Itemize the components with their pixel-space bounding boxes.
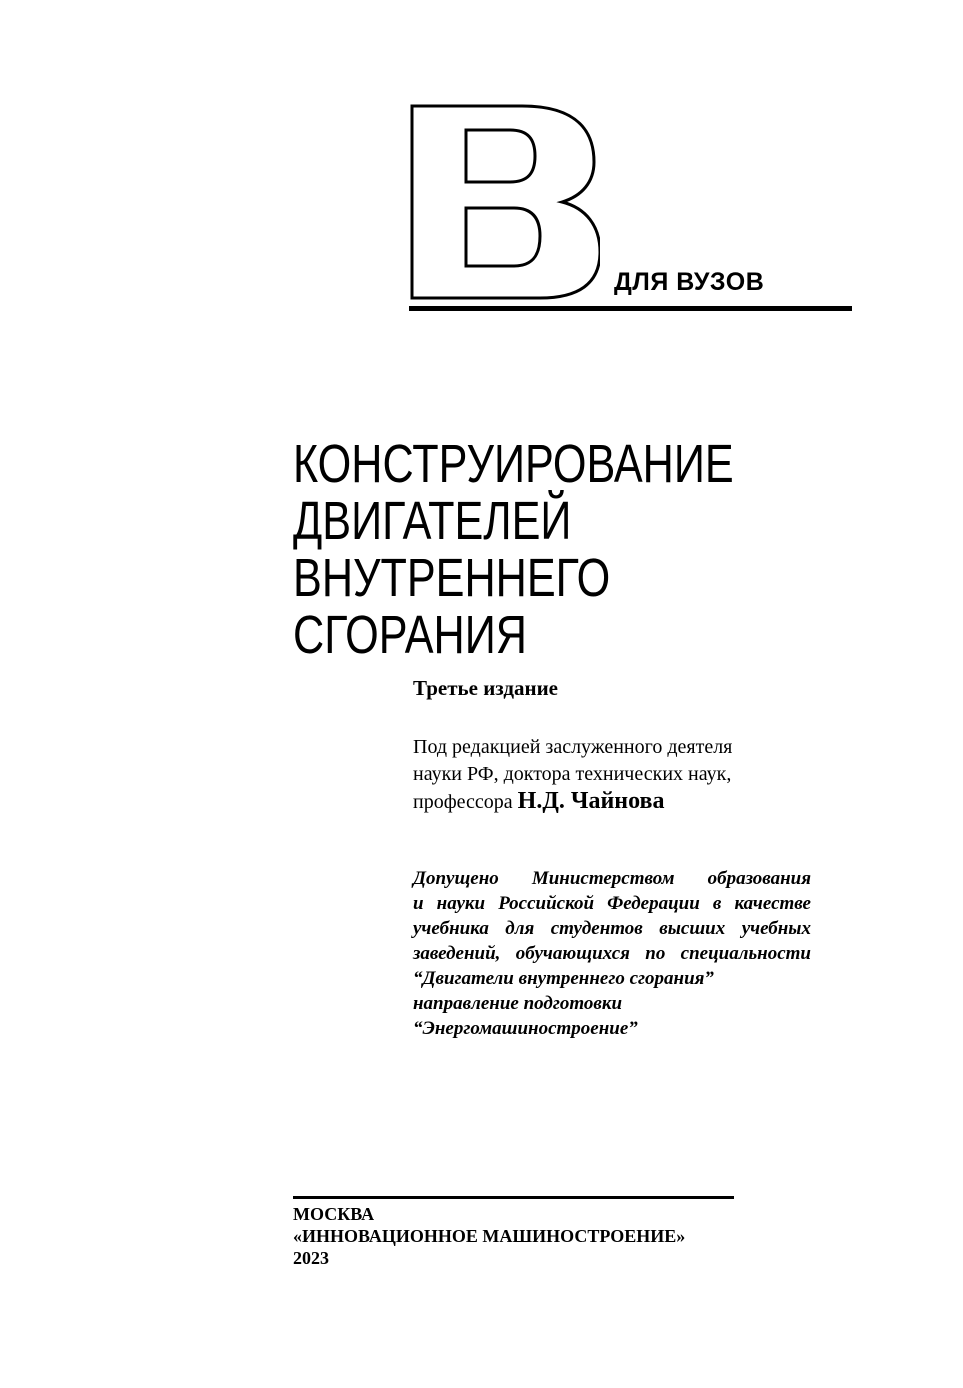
title-line: ДВИГАТЕЛЕЙ [293,491,572,551]
publisher-year: 2023 [293,1248,329,1268]
approval-line: направление подготовки [413,993,623,1014]
series-label: ДЛЯ ВУЗОВ [614,268,765,296]
publisher-block [293,1203,685,1269]
approval-line: Допущено Министерством образования [413,868,811,889]
approval-line: заведений, обучающихся по специальности [413,943,811,964]
publisher-city: МОСКВА [293,1204,375,1224]
editor-name: Н.Д. Чайнова [517,788,665,814]
series-logo-icon [410,104,600,305]
approval-line: и науки Российской Федерации в качестве [413,893,811,914]
approval-line: учебника для студентов высших учебных [413,918,811,939]
book-title [293,436,734,664]
publisher-name: «ИННОВАЦИОННОЕ МАШИНОСТРОЕНИЕ» [293,1226,686,1246]
approval-line: “Энергомашиностроение” [413,1018,638,1039]
editor-line: науки РФ, доктора технических наук, [413,763,732,785]
publisher-divider [293,1196,734,1199]
title-line: ВНУТРЕННЕГО [293,548,611,608]
title-line: СГОРАНИЯ [293,605,527,665]
approval-line: “Двигатели внутреннего сгорания” [413,968,714,989]
title-line: КОНСТРУИРОВАНИЕ [293,434,734,494]
series-divider [409,306,852,311]
editor-line: Под редакцией заслуженного деятеля [413,736,733,758]
edition: Третье издание [413,676,559,700]
editor-block [413,734,732,816]
editor-line [413,788,732,816]
approval-block [413,866,811,1041]
editor-prefix: профессора [413,791,518,813]
